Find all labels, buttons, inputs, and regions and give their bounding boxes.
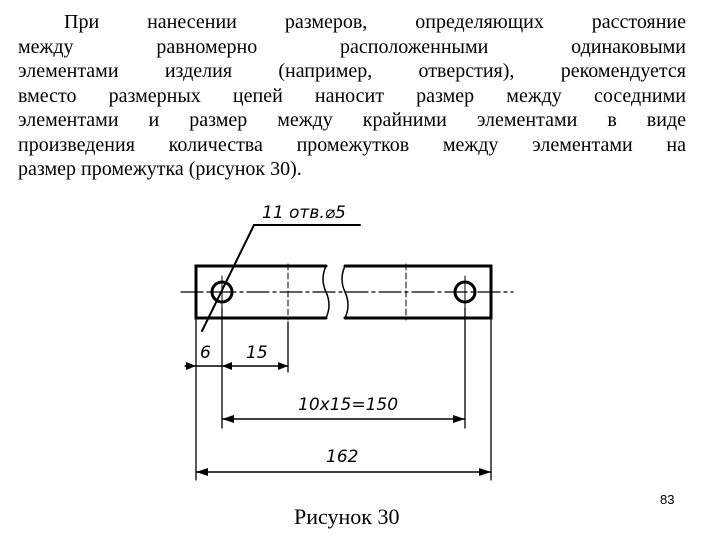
dim-label-162: 162 <box>326 447 359 467</box>
dim-arrow <box>222 362 232 370</box>
paragraph-line: между равномерно расположенными одинаковыми <box>18 35 686 58</box>
dim-arrow <box>479 468 491 476</box>
paragraph-line: элементами и размер между крайними элементами в виде <box>18 109 686 131</box>
dim-arrow <box>186 362 196 370</box>
dim-label-15: 15 <box>246 343 268 363</box>
paragraph-line: При нанесении размеров, определяющих расстояние <box>64 11 686 33</box>
leader-label: 11 отв.⌀5 <box>262 203 346 223</box>
dim-label-6: 6 <box>200 343 211 363</box>
paragraph-line: элементами изделия (например, отверстия), рекомендуется <box>18 60 686 82</box>
page-number: 83 <box>660 492 675 507</box>
dim-arrow <box>278 362 288 370</box>
leader-line <box>202 225 254 331</box>
dim-arrow <box>453 415 465 423</box>
figure-caption: Рисунок 30 <box>294 504 400 529</box>
dim-arrow <box>222 415 234 423</box>
dim-label-150: 10x15=150 <box>298 395 399 415</box>
paragraph-line: вместо размерных цепей наносит размер между соседними <box>18 84 686 107</box>
dim-arrow <box>196 468 208 476</box>
paragraph-line: произведения количества промежутков между элементами на <box>18 133 686 156</box>
paragraph-line: размер промежутка (рисунок 30). <box>18 158 302 180</box>
